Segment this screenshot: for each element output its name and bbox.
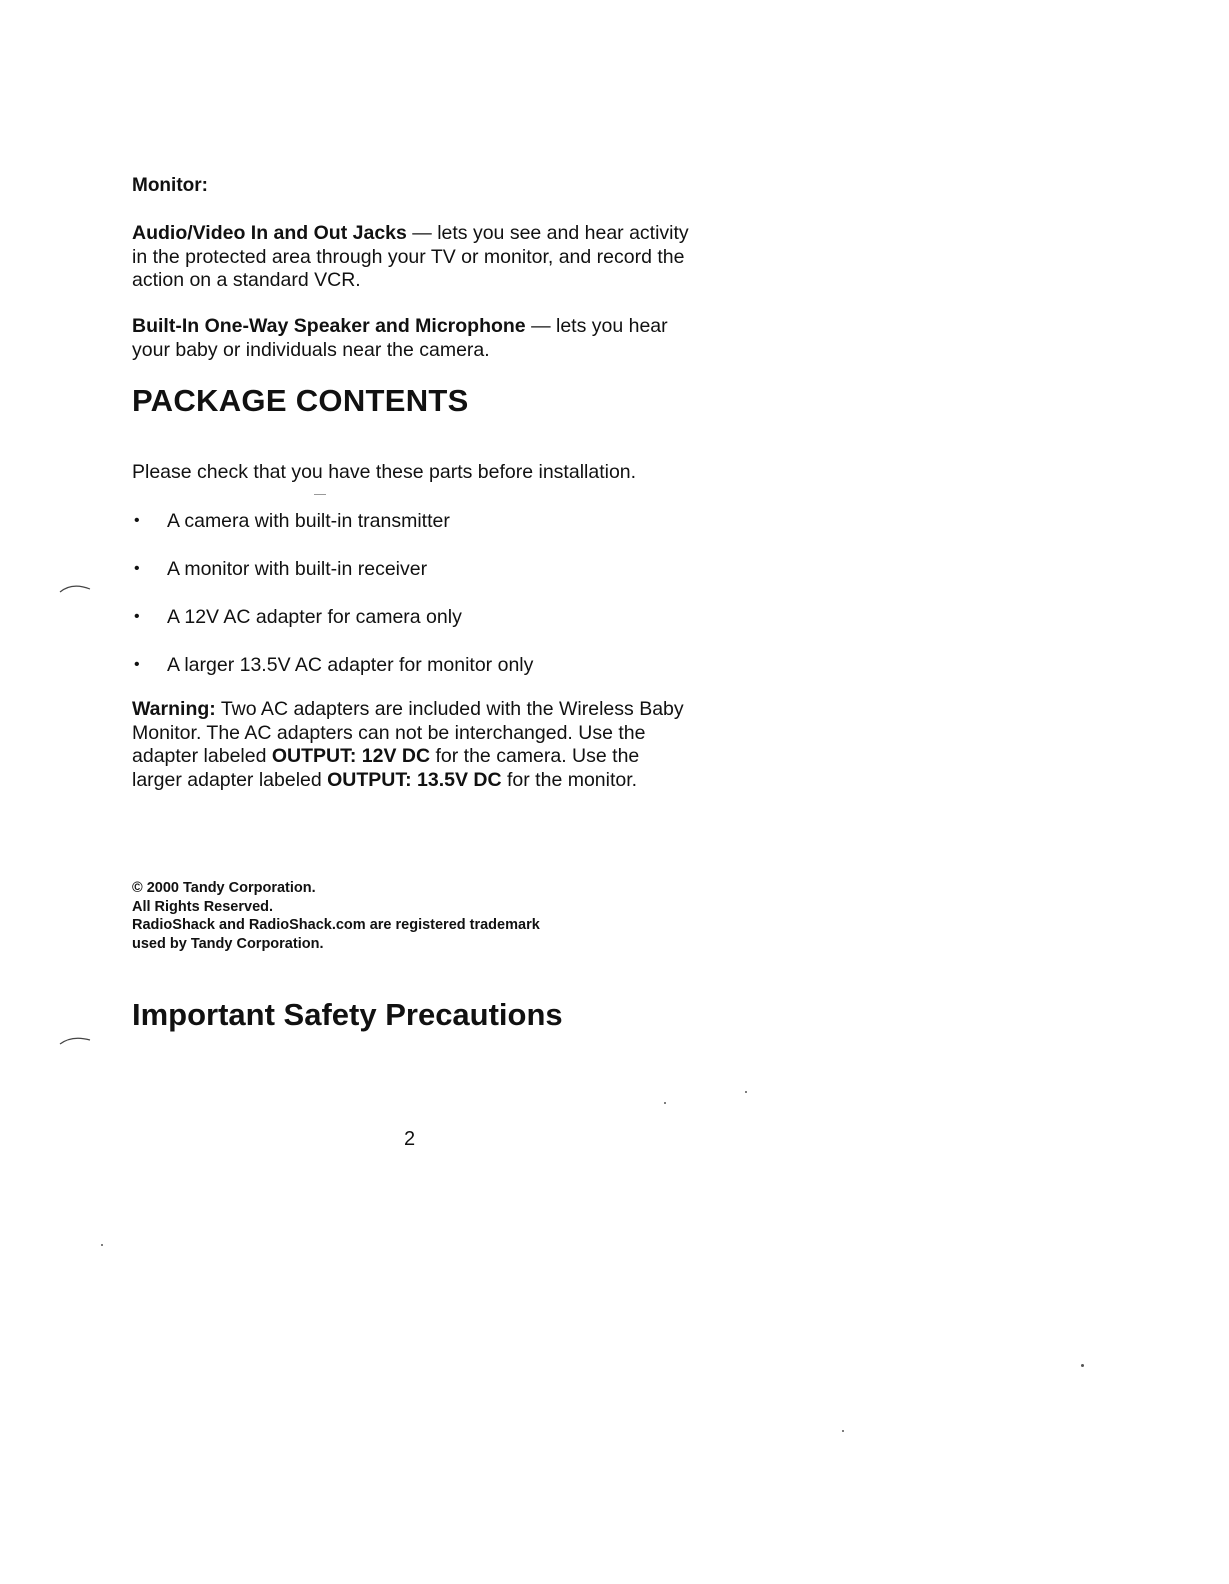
list-item-text: A 12V AC adapter for camera only bbox=[167, 606, 462, 628]
package-intro: Please check that you have these parts before installation. bbox=[132, 461, 637, 483]
copyright-line-4: used by Tandy Corporation. bbox=[132, 935, 324, 952]
list-item bbox=[132, 509, 533, 557]
speaker-mic-paragraph bbox=[132, 315, 668, 362]
warning-line-3-post: for the camera. Use the bbox=[430, 745, 640, 767]
scan-mark-decoration bbox=[58, 1033, 94, 1047]
list-item-text: A larger 13.5V AC adapter for monitor only bbox=[167, 654, 534, 676]
speaker-mic-line-1 bbox=[132, 315, 668, 339]
copyright-line-1: © 2000 Tandy Corporation. bbox=[132, 880, 316, 896]
monitor-adapter-output: OUTPUT: 13.5V DC bbox=[327, 768, 502, 791]
scan-mark-decoration bbox=[58, 580, 94, 594]
package-items-list bbox=[132, 509, 533, 701]
warning-line-1 bbox=[132, 698, 684, 722]
av-jacks-line-1 bbox=[132, 222, 689, 246]
warning-line-4-post: for the monitor. bbox=[501, 768, 638, 791]
bullet-icon: • bbox=[134, 608, 140, 625]
copyright-line-3: RadioShack and RadioShack.com are registered trademark bbox=[132, 917, 540, 933]
bullet-icon: • bbox=[134, 656, 140, 673]
camera-adapter-output: OUTPUT: 12V DC bbox=[271, 745, 431, 767]
list-item-text: A monitor with built-in receiver bbox=[167, 558, 428, 580]
list-item bbox=[132, 653, 533, 701]
warning-line-3-pre: adapter labeled bbox=[132, 745, 272, 767]
scan-speck-decoration bbox=[101, 1244, 103, 1246]
warning-line-4 bbox=[132, 769, 684, 793]
scan-speck-decoration bbox=[745, 1091, 747, 1093]
bullet-icon: • bbox=[134, 560, 140, 577]
copyright-block bbox=[132, 879, 540, 953]
section-label-monitor: Monitor: bbox=[132, 175, 208, 196]
speaker-mic-desc-start: — lets you hear bbox=[525, 315, 668, 337]
list-item bbox=[132, 557, 533, 605]
av-jacks-line-3: action on a standard VCR. bbox=[132, 269, 361, 291]
list-item bbox=[132, 605, 533, 653]
scan-speck-decoration bbox=[1081, 1364, 1084, 1367]
heading-safety-precautions: Important Safety Precautions bbox=[132, 997, 563, 1032]
av-jacks-paragraph bbox=[132, 222, 689, 293]
warning-line-2: Monitor. The AC adapters can not be interchanged. Use the bbox=[132, 721, 646, 744]
warning-label: Warning: bbox=[132, 698, 216, 720]
page-number: 2 bbox=[404, 1128, 416, 1150]
list-item-text: A camera with built-in transmitter bbox=[167, 510, 450, 532]
warning-line-3 bbox=[132, 745, 684, 769]
scan-speck-decoration bbox=[314, 494, 326, 495]
speaker-mic-line-2: your baby or individuals near the camera. bbox=[132, 338, 490, 361]
av-jacks-desc-start: — lets you see and hear activity bbox=[406, 222, 689, 244]
speaker-mic-term: Built-In One-Way Speaker and Microphone bbox=[132, 315, 526, 337]
av-jacks-term: Audio/Video In and Out Jacks bbox=[132, 222, 407, 244]
warning-line-4-pre: larger adapter labeled bbox=[132, 768, 328, 791]
av-jacks-line-2: in the protected area through your TV or monitor, and record the bbox=[132, 245, 685, 268]
copyright-line-2: All Rights Reserved. bbox=[132, 898, 274, 915]
scan-speck-decoration bbox=[664, 1102, 666, 1104]
heading-package-contents: PACKAGE CONTENTS bbox=[132, 383, 469, 418]
warning-text-start: Two AC adapters are included with the Wireless Baby bbox=[215, 698, 684, 720]
warning-paragraph bbox=[132, 698, 684, 792]
bullet-icon: • bbox=[134, 512, 140, 529]
scan-speck-decoration bbox=[842, 1430, 844, 1432]
